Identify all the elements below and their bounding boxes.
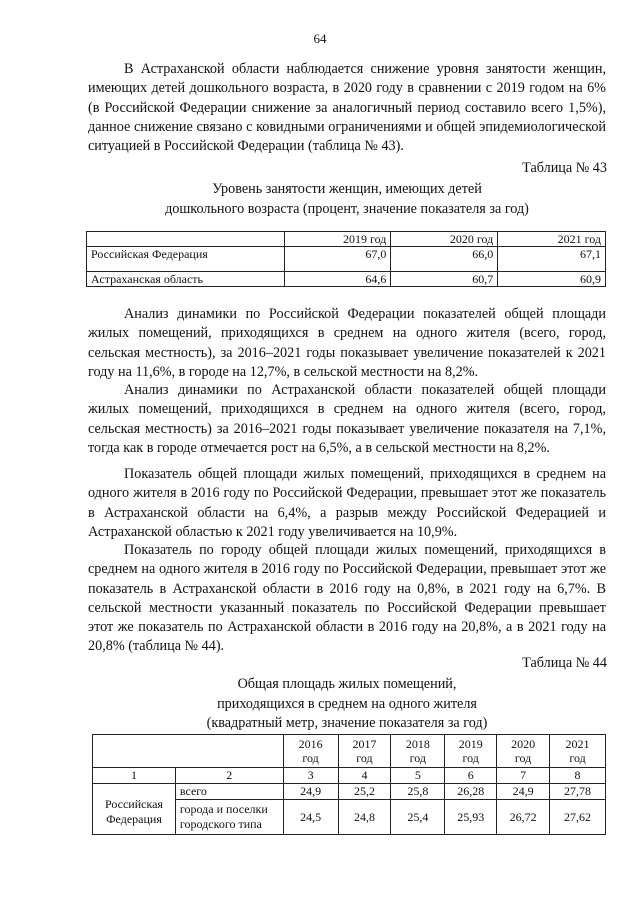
paragraph-rf-dynamics: Анализ динамики по Российской Федерации показателей общей площади жилых помещений, приходящихся в среднем на одного жителя (всего, город, сельская местность), за 2016–2021 годы показывает увеличение показателей к 2021 году на 11,6%, в городе на 12,7%, в сельской местности на 8,2%. <box>88 306 606 380</box>
paragraph-comparison-2016: Показатель общей площади жилых помещений, приходящихся в среднем на одного жителя в 2016 году по Российской Федерации, превышает этот же показатель в Астраханской области на 6,4%, а разрыв между Российской Федерацией и Астраханской областью к 2021 году увеличивается на 10,9%. <box>88 466 606 540</box>
year-unit: год <box>514 751 532 765</box>
paragraph-employment-women: В Астраханской области наблюдается снижение уровня занятости женщин, имеющих детей дошкольного возраста, в 2020 году в сравнении с 2019 годом на 6% (в Российской Федерации снижение за аналогичный период составило всего 1,5%), данное снижение связано с ковидными ограничениями и общей эпидемиологической ситуацией в Российской Федерации (таблица № 43). <box>88 61 606 155</box>
table-cell-label: всего <box>175 784 283 800</box>
table-row <box>93 735 606 768</box>
table-header-year <box>391 735 445 768</box>
table-44 <box>92 734 606 835</box>
table-44-caption-line3: (квадратный метр, значение показателя за год) <box>206 715 488 731</box>
year-value: 2020 <box>511 737 536 751</box>
table-header-year <box>550 735 606 768</box>
table-cell: 66,0 <box>391 247 498 272</box>
table-cell: 24,9 <box>283 784 338 800</box>
table-header-year <box>445 735 497 768</box>
table-cell: 26,72 <box>497 800 550 835</box>
table-header-year: 2021 год <box>498 232 606 247</box>
column-number: 5 <box>391 768 445 784</box>
table-cell: 60,7 <box>391 272 498 287</box>
year-unit: год <box>302 751 319 765</box>
year-value: 2019 <box>458 737 483 751</box>
table-43-caption-line2: дошкольного возраста (процент, значение показателя за год) <box>165 200 529 217</box>
table-44-caption <box>88 675 606 734</box>
table-43 <box>86 231 606 287</box>
table-44-caption-line2: приходящихся в среднем на одного жителя <box>217 695 477 712</box>
column-number: 6 <box>445 768 497 784</box>
table-cell: 67,0 <box>284 247 391 272</box>
year-value: 2021 <box>565 737 590 751</box>
table-cell: 67,1 <box>498 247 606 272</box>
column-number: 3 <box>283 768 338 784</box>
table-cell: 27,78 <box>550 784 606 800</box>
table-cell: 64,6 <box>284 272 391 287</box>
table-row <box>87 232 606 247</box>
table-cell-label: города и поселки городского типа <box>175 800 283 835</box>
column-number: 1 <box>93 768 176 784</box>
table-44-caption-line1: Общая площадь жилых помещений, <box>237 676 457 692</box>
table-cell <box>93 735 284 768</box>
table-row <box>87 272 606 287</box>
year-unit: год <box>356 751 373 765</box>
table-cell-region: Российская Федерация <box>93 784 176 835</box>
table-cell: 25,8 <box>391 784 445 800</box>
table-header-year <box>497 735 550 768</box>
table-cell: 24,9 <box>497 784 550 800</box>
column-number: 8 <box>550 768 606 784</box>
year-value: 2017 <box>352 737 377 751</box>
year-value: 2016 <box>298 737 323 751</box>
table-cell: 60,9 <box>498 272 606 287</box>
table-cell: 24,5 <box>283 800 338 835</box>
table-43-caption <box>88 180 606 219</box>
table-header-year <box>338 735 391 768</box>
table-44-label: Таблица № 44 <box>522 655 607 671</box>
table-cell: 25,4 <box>391 800 445 835</box>
table-row-col-numbers <box>93 768 606 784</box>
year-unit: год <box>462 751 479 765</box>
paragraph-astrakhan-dynamics: Анализ динамики по Астраханской области показателей общей площади жилых помещений, приходящихся в среднем на одного жителя (всего, город, сельская местность) за 2016–2021 годы показывает увеличение показателя на 7,1%, тогда как в городе отмечается рост на 6,5%, а в сельской местности на 8,2%. <box>88 382 606 456</box>
column-number: 2 <box>175 768 283 784</box>
table-cell <box>87 232 285 247</box>
year-value: 2018 <box>405 737 430 751</box>
table-header-year: 2020 год <box>391 232 498 247</box>
column-number: 7 <box>497 768 550 784</box>
year-unit: год <box>409 751 427 765</box>
table-cell-region: Астраханская область <box>87 272 285 287</box>
table-header-year <box>283 735 338 768</box>
table-cell: 25,2 <box>338 784 391 800</box>
column-number: 4 <box>338 768 391 784</box>
table-row <box>87 247 606 272</box>
table-cell: 27,62 <box>550 800 606 835</box>
table-43-caption-line1: Уровень занятости женщин, имеющих детей <box>212 181 482 197</box>
page-number: 64 <box>313 31 327 46</box>
table-cell: 24,8 <box>338 800 391 835</box>
table-header-year: 2019 год <box>284 232 391 247</box>
table-cell: 26,28 <box>445 784 497 800</box>
table-row <box>93 784 606 800</box>
table-43-label: Таблица № 43 <box>522 160 607 176</box>
table-cell: 25,93 <box>445 800 497 835</box>
paragraph-city-rural: Показатель по городу общей площади жилых помещений, приходящихся в среднем на одного жителя в 2016 году по Российской Федерации, превышает этот же показатель в Астраханской области в 2016 году на 0,8%, в 2021 году на 6,7%. В сельской местности указанный показатель по Российской Федерации превышает этот же показатель по Астраханской области в 2016 году на 20,8%, а в 2021 году на 20,8% (таблица № 44). <box>88 542 606 655</box>
table-cell-region: Российская Федерация <box>87 247 285 272</box>
year-unit: год <box>569 751 586 765</box>
